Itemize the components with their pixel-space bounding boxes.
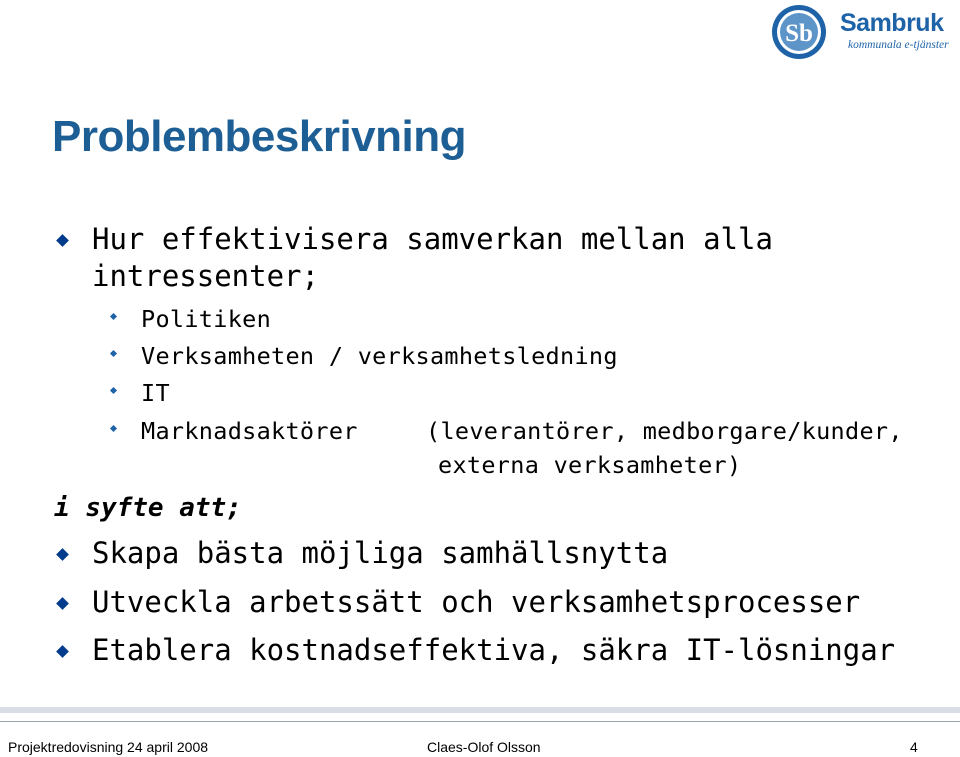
logo-mark-text: Sb bbox=[785, 20, 813, 47]
sub-note-line2: externa verksamheter) bbox=[438, 451, 742, 479]
sub-note-line1: (leverantörer, medborgare/kunder, bbox=[426, 417, 903, 445]
small-diamond-icon bbox=[111, 350, 116, 358]
sub-bullet-politiken: Politiken bbox=[141, 305, 272, 333]
small-diamond-icon bbox=[111, 313, 116, 321]
sub-bullet-it: IT bbox=[141, 379, 170, 407]
main-bullet-line1: Hur effektivisera samverkan mellan alla bbox=[92, 222, 773, 256]
main-bullet-line2: intressenter; bbox=[92, 259, 319, 293]
sub-bullet-verksamheten: Verksamheten / verksamhetsledning bbox=[141, 342, 618, 370]
logo-brand: Sambruk bbox=[840, 9, 944, 37]
diamond-bullet-icon bbox=[56, 597, 69, 610]
page-title: Problembeskrivning bbox=[52, 112, 467, 161]
sub-bullet-marknadsaktorer: Marknadsaktörer bbox=[141, 417, 358, 445]
footer-divider-line bbox=[0, 721, 960, 722]
diamond-bullet-icon bbox=[56, 234, 69, 247]
sambruk-logo-mark bbox=[770, 3, 828, 61]
footer-center: Claes-Olof Olsson bbox=[427, 739, 541, 755]
footer-divider bbox=[0, 707, 960, 713]
small-diamond-icon bbox=[111, 387, 116, 395]
purpose-bullet-3: Etablera kostnadseffektiva, säkra IT-lösningar bbox=[92, 633, 896, 667]
page-number: 4 bbox=[910, 739, 918, 755]
footer-left: Projektredovisning 24 april 2008 bbox=[8, 739, 209, 755]
purpose-heading: i syfte att; bbox=[54, 493, 242, 523]
purpose-bullet-1: Skapa bästa möjliga samhällsnytta bbox=[92, 536, 669, 570]
diamond-bullet-icon bbox=[56, 548, 69, 561]
small-diamond-icon bbox=[111, 425, 116, 433]
diamond-bullet-icon bbox=[56, 645, 69, 658]
purpose-bullet-2: Utveckla arbetssätt och verksamhetsprocesser bbox=[92, 585, 861, 619]
logo-tagline: kommunala e-tjänster bbox=[848, 39, 949, 51]
